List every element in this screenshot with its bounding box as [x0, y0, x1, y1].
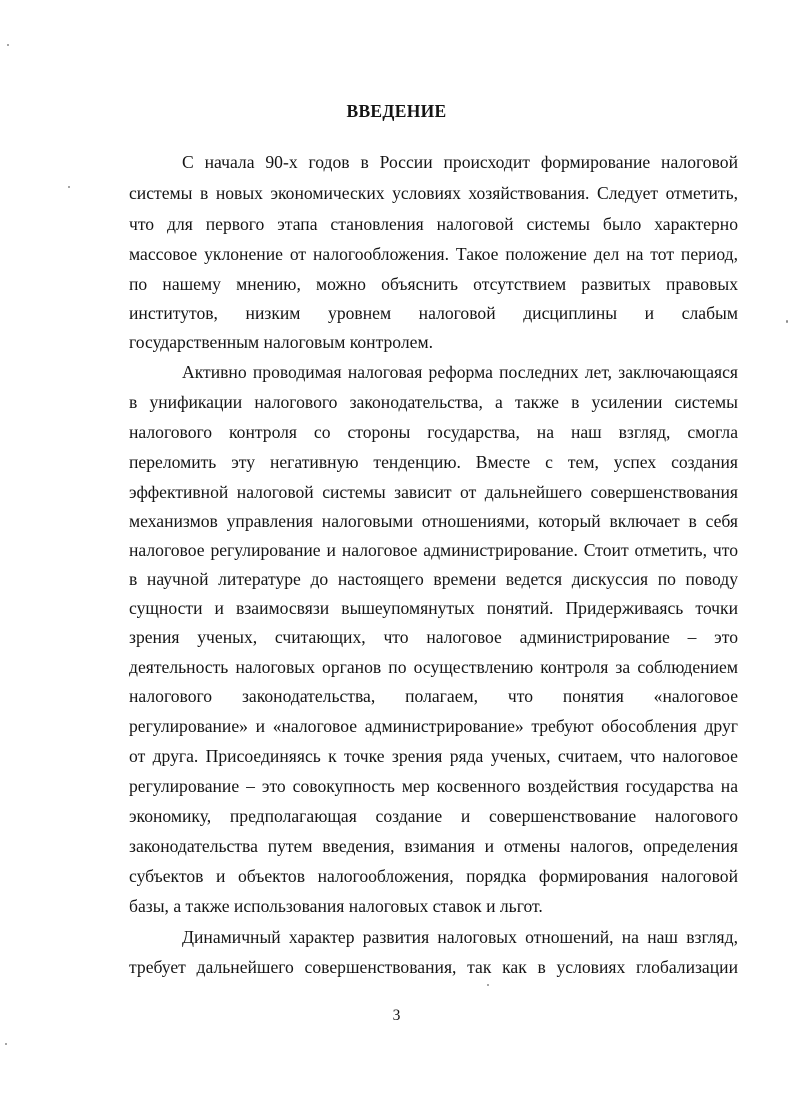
text-line: налогового контроля со стороны государства, на наш взгляд, смогла — [129, 422, 738, 442]
scan-speck — [487, 984, 489, 986]
text-line: от друга. Присоединяясь к точке зрения ряда ученых, считаем, что налоговое — [129, 746, 738, 766]
text-line: экономику, предполагающая создание и совершенствование налогового — [129, 806, 738, 826]
text-line: зрения ученых, считающих, что налоговое администрирование – это — [129, 627, 738, 647]
page-title: ВВЕДЕНИЕ — [346, 101, 447, 121]
text-line: что для первого этапа становления налоговой системы было характерно — [129, 214, 738, 234]
text-line: налогового законодательства, полагаем, что понятия «налоговое — [129, 686, 738, 706]
text-line: субъектов и объектов налогообложения, порядка формирования налоговой — [129, 866, 738, 886]
text-line: налоговое регулирование и налоговое администрирование. Стоит отметить, что — [129, 540, 738, 560]
text-line: институтов, низким уровнем налоговой дисциплины и слабым — [129, 303, 738, 323]
scan-speck — [7, 44, 9, 46]
text-line: по нашему мнению, можно объяснить отсутствием развитых правовых — [129, 274, 738, 294]
text-line: законодательства путем введения, взимания и отмены налогов, определения — [129, 836, 738, 856]
text-line: С начала 90-х годов в России происходит формирование налоговой — [182, 152, 738, 172]
text-line: регулирование» и «налоговое администрирование» требуют обособления друг — [129, 716, 738, 736]
text-line: массовое уклонение от налогообложения. Такое положение дел на тот период, — [129, 244, 738, 264]
text-line: сущности и взаимосвязи вышеупомянутых понятий. Придерживаясь точки — [129, 598, 738, 618]
scan-speck — [786, 320, 788, 323]
text-line: в унификации налогового законодательства, а также в усилении системы — [129, 392, 738, 412]
text-line: Активно проводимая налоговая реформа последних лет, заключающаяся — [182, 362, 738, 382]
text-line: в научной литературе до настоящего времени ведется дискуссия по поводу — [129, 569, 738, 589]
text-line: требует дальнейшего совершенствования, так как в условиях глобализации — [129, 957, 738, 977]
text-line: базы, а также использования налоговых ставок и льгот. — [129, 896, 543, 916]
text-line: механизмов управления налоговыми отношениями, который включает в себя — [129, 511, 738, 531]
text-line: государственным налоговым контролем. — [129, 332, 433, 352]
text-line: регулирование – это совокупность мер косвенного воздействия государства на — [129, 776, 738, 796]
text-line: Динамичный характер развития налоговых отношений, на наш взгляд, — [182, 927, 738, 947]
scan-speck — [5, 1043, 7, 1045]
scan-speck — [68, 186, 70, 188]
text-line: системы в новых экономических условиях хозяйствования. Следует отметить, — [129, 183, 738, 203]
text-line: переломить эту негативную тенденцию. Вместе с тем, успех создания — [129, 452, 738, 472]
page-number: 3 — [392, 1007, 401, 1024]
text-line: эффективной налоговой системы зависит от дальнейшего совершенствования — [129, 482, 738, 502]
text-line: деятельность налоговых органов по осуществлению контроля за соблюдением — [129, 657, 738, 677]
